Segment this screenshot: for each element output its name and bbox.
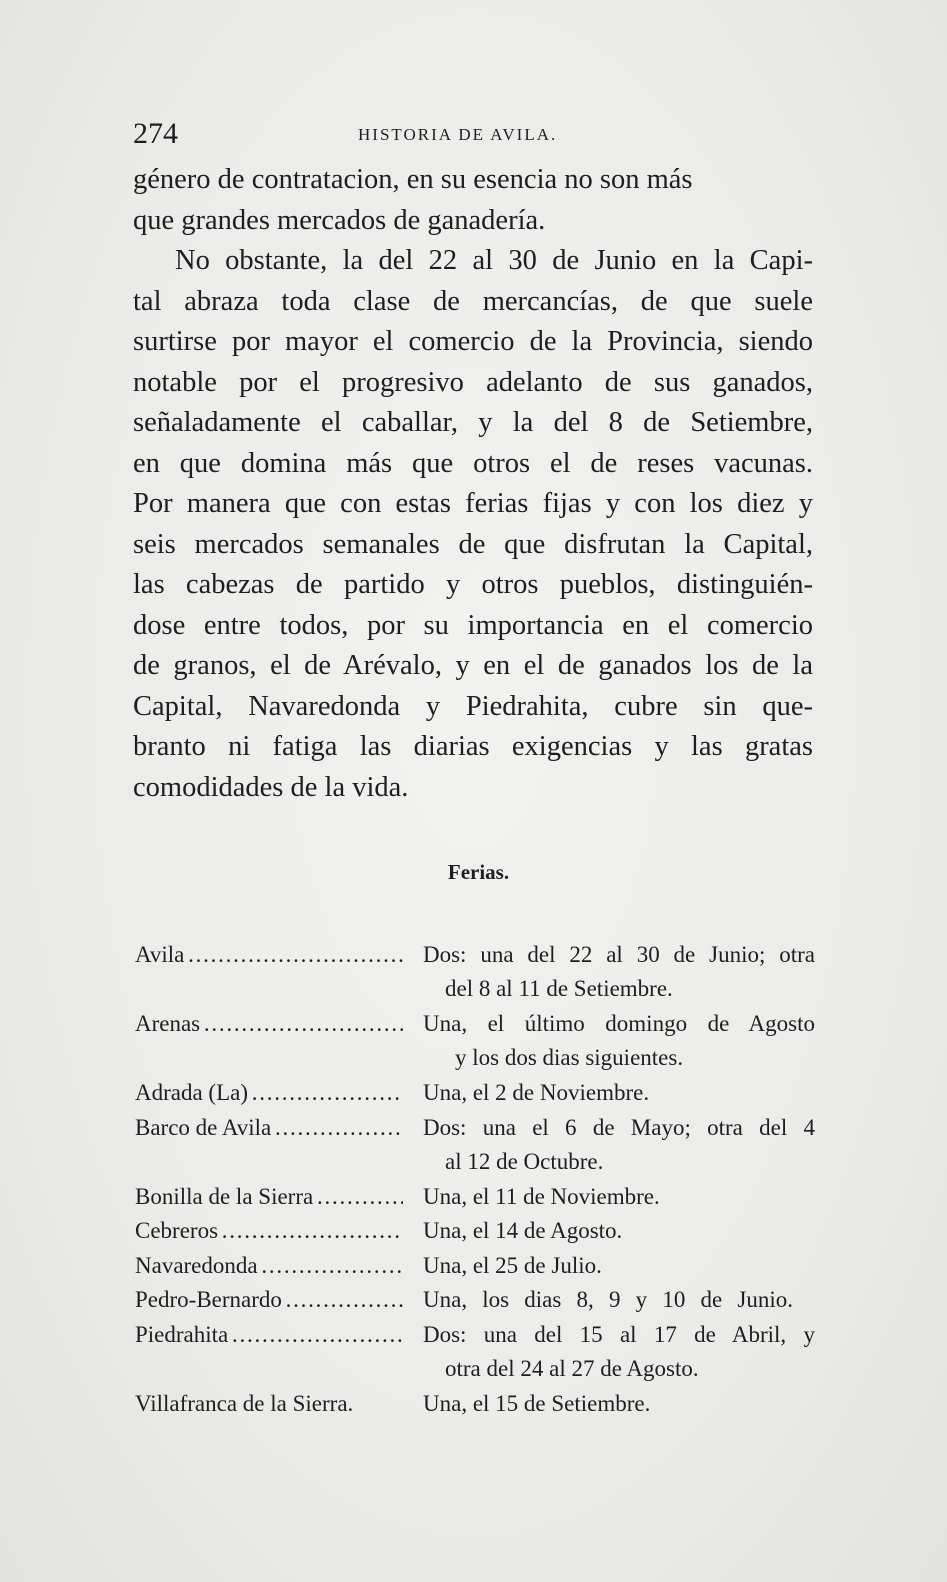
text-line: dose entre todos, por su importancia en el comercio	[133, 609, 813, 641]
fair-dates: Una, el 2 de Noviembre.	[423, 1080, 650, 1105]
text-line: en que domina más que otros el de reses vacunas.	[133, 447, 813, 479]
text-line: Capital, Navaredonda y Piedrahita, cubre sin que-	[133, 690, 813, 722]
fair-dates: Dos: una el 6 de Mayo; otra del 4	[423, 1114, 815, 1140]
section-title-ferias: Ferias.	[447, 860, 510, 884]
fair-entry	[135, 1318, 825, 1387]
text-line: Por manera que con estas ferias fijas y con los diez y	[133, 488, 813, 519]
page-number: 274	[133, 117, 178, 150]
fair-place: Avila . . .	[135, 938, 403, 972]
fair-place: Bonilla de la Sierra . . .	[135, 1180, 403, 1214]
page-header	[133, 118, 813, 154]
fair-dates-cont: del 8 al 11 de Setiembre.	[445, 976, 673, 1001]
running-head: HISTORIA DE AVILA.	[358, 125, 558, 144]
fair-dates: Una, los dias 8, 9 y 10 de Junio.	[423, 1287, 793, 1312]
fair-entry	[135, 1076, 825, 1111]
fair-entry	[135, 938, 825, 1007]
fair-entry	[135, 1283, 825, 1318]
text-line: surtirse por mayor el comercio de la Provincia, siendo	[133, 326, 813, 357]
fair-place: Arenas . . .	[135, 1007, 403, 1041]
fair-entry	[135, 1214, 825, 1249]
text-line: comodidades de la vida.	[133, 771, 409, 803]
fair-dates: Dos: una del 22 al 30 de Junio; otra	[423, 942, 815, 967]
text-line: señaladamente el caballar, y la del 8 de Setiembre,	[133, 407, 813, 438]
text-line: seis mercados semanales de que disfrutan la Capital,	[133, 528, 813, 560]
text-line: tal abraza toda clase de mercancías, de que suele	[133, 285, 813, 317]
fair-dates: Una, el 14 de Agosto.	[423, 1218, 623, 1243]
fair-dates: Una, el último domingo de Agosto	[423, 1011, 815, 1036]
fair-dates-cont: al 12 de Octubre.	[445, 1148, 604, 1174]
fair-dates: Una, el 11 de Noviembre.	[423, 1183, 660, 1209]
fair-place: Navaredonda . . .	[135, 1249, 403, 1283]
text-line: notable por el progresivo adelanto de sus ganados,	[133, 366, 813, 398]
fair-dates-cont: y los dos dias siguientes.	[455, 1045, 684, 1070]
text-line: género de contratacion, en su esencia no son más	[133, 164, 693, 195]
fair-place: Cebreros . . .	[135, 1214, 403, 1248]
fair-entry	[135, 1111, 825, 1180]
fair-dates: Dos: una del 15 al 17 de Abril, y	[423, 1321, 815, 1347]
body-paragraphs	[133, 160, 813, 808]
text-line: de granos, el de Arévalo, y en el de ganados los de la	[133, 650, 813, 681]
fair-place-last: Villafranca de la Sierra.	[135, 1390, 354, 1416]
text-line: las cabezas de partido y otros pueblos, distinguién-	[133, 569, 813, 600]
fair-entry	[135, 1387, 825, 1422]
fairs-list	[135, 938, 825, 1421]
text-line: branto ni fatiga las diarias exigencias y las gratas	[133, 731, 813, 762]
fair-place: Barco de Avila . . .	[135, 1111, 403, 1145]
fair-entry	[135, 1180, 825, 1215]
fair-entry	[135, 1007, 825, 1076]
fair-place: Piedrahita . . .	[135, 1318, 403, 1352]
fair-dates: Una, el 15 de Setiembre.	[423, 1390, 651, 1416]
fair-entry	[135, 1249, 825, 1284]
fair-place: Adrada (La) . . .	[135, 1076, 403, 1110]
fair-place: Pedro-Bernardo . . .	[135, 1283, 403, 1317]
text-line: No obstante, la del 22 al 30 de Junio en la Capi-	[175, 245, 813, 276]
fair-dates: Una, el 25 de Julio.	[423, 1252, 602, 1278]
text-line: que grandes mercados de ganadería.	[133, 204, 546, 236]
fair-dates-cont: otra del 24 al 27 de Agosto.	[445, 1355, 699, 1381]
